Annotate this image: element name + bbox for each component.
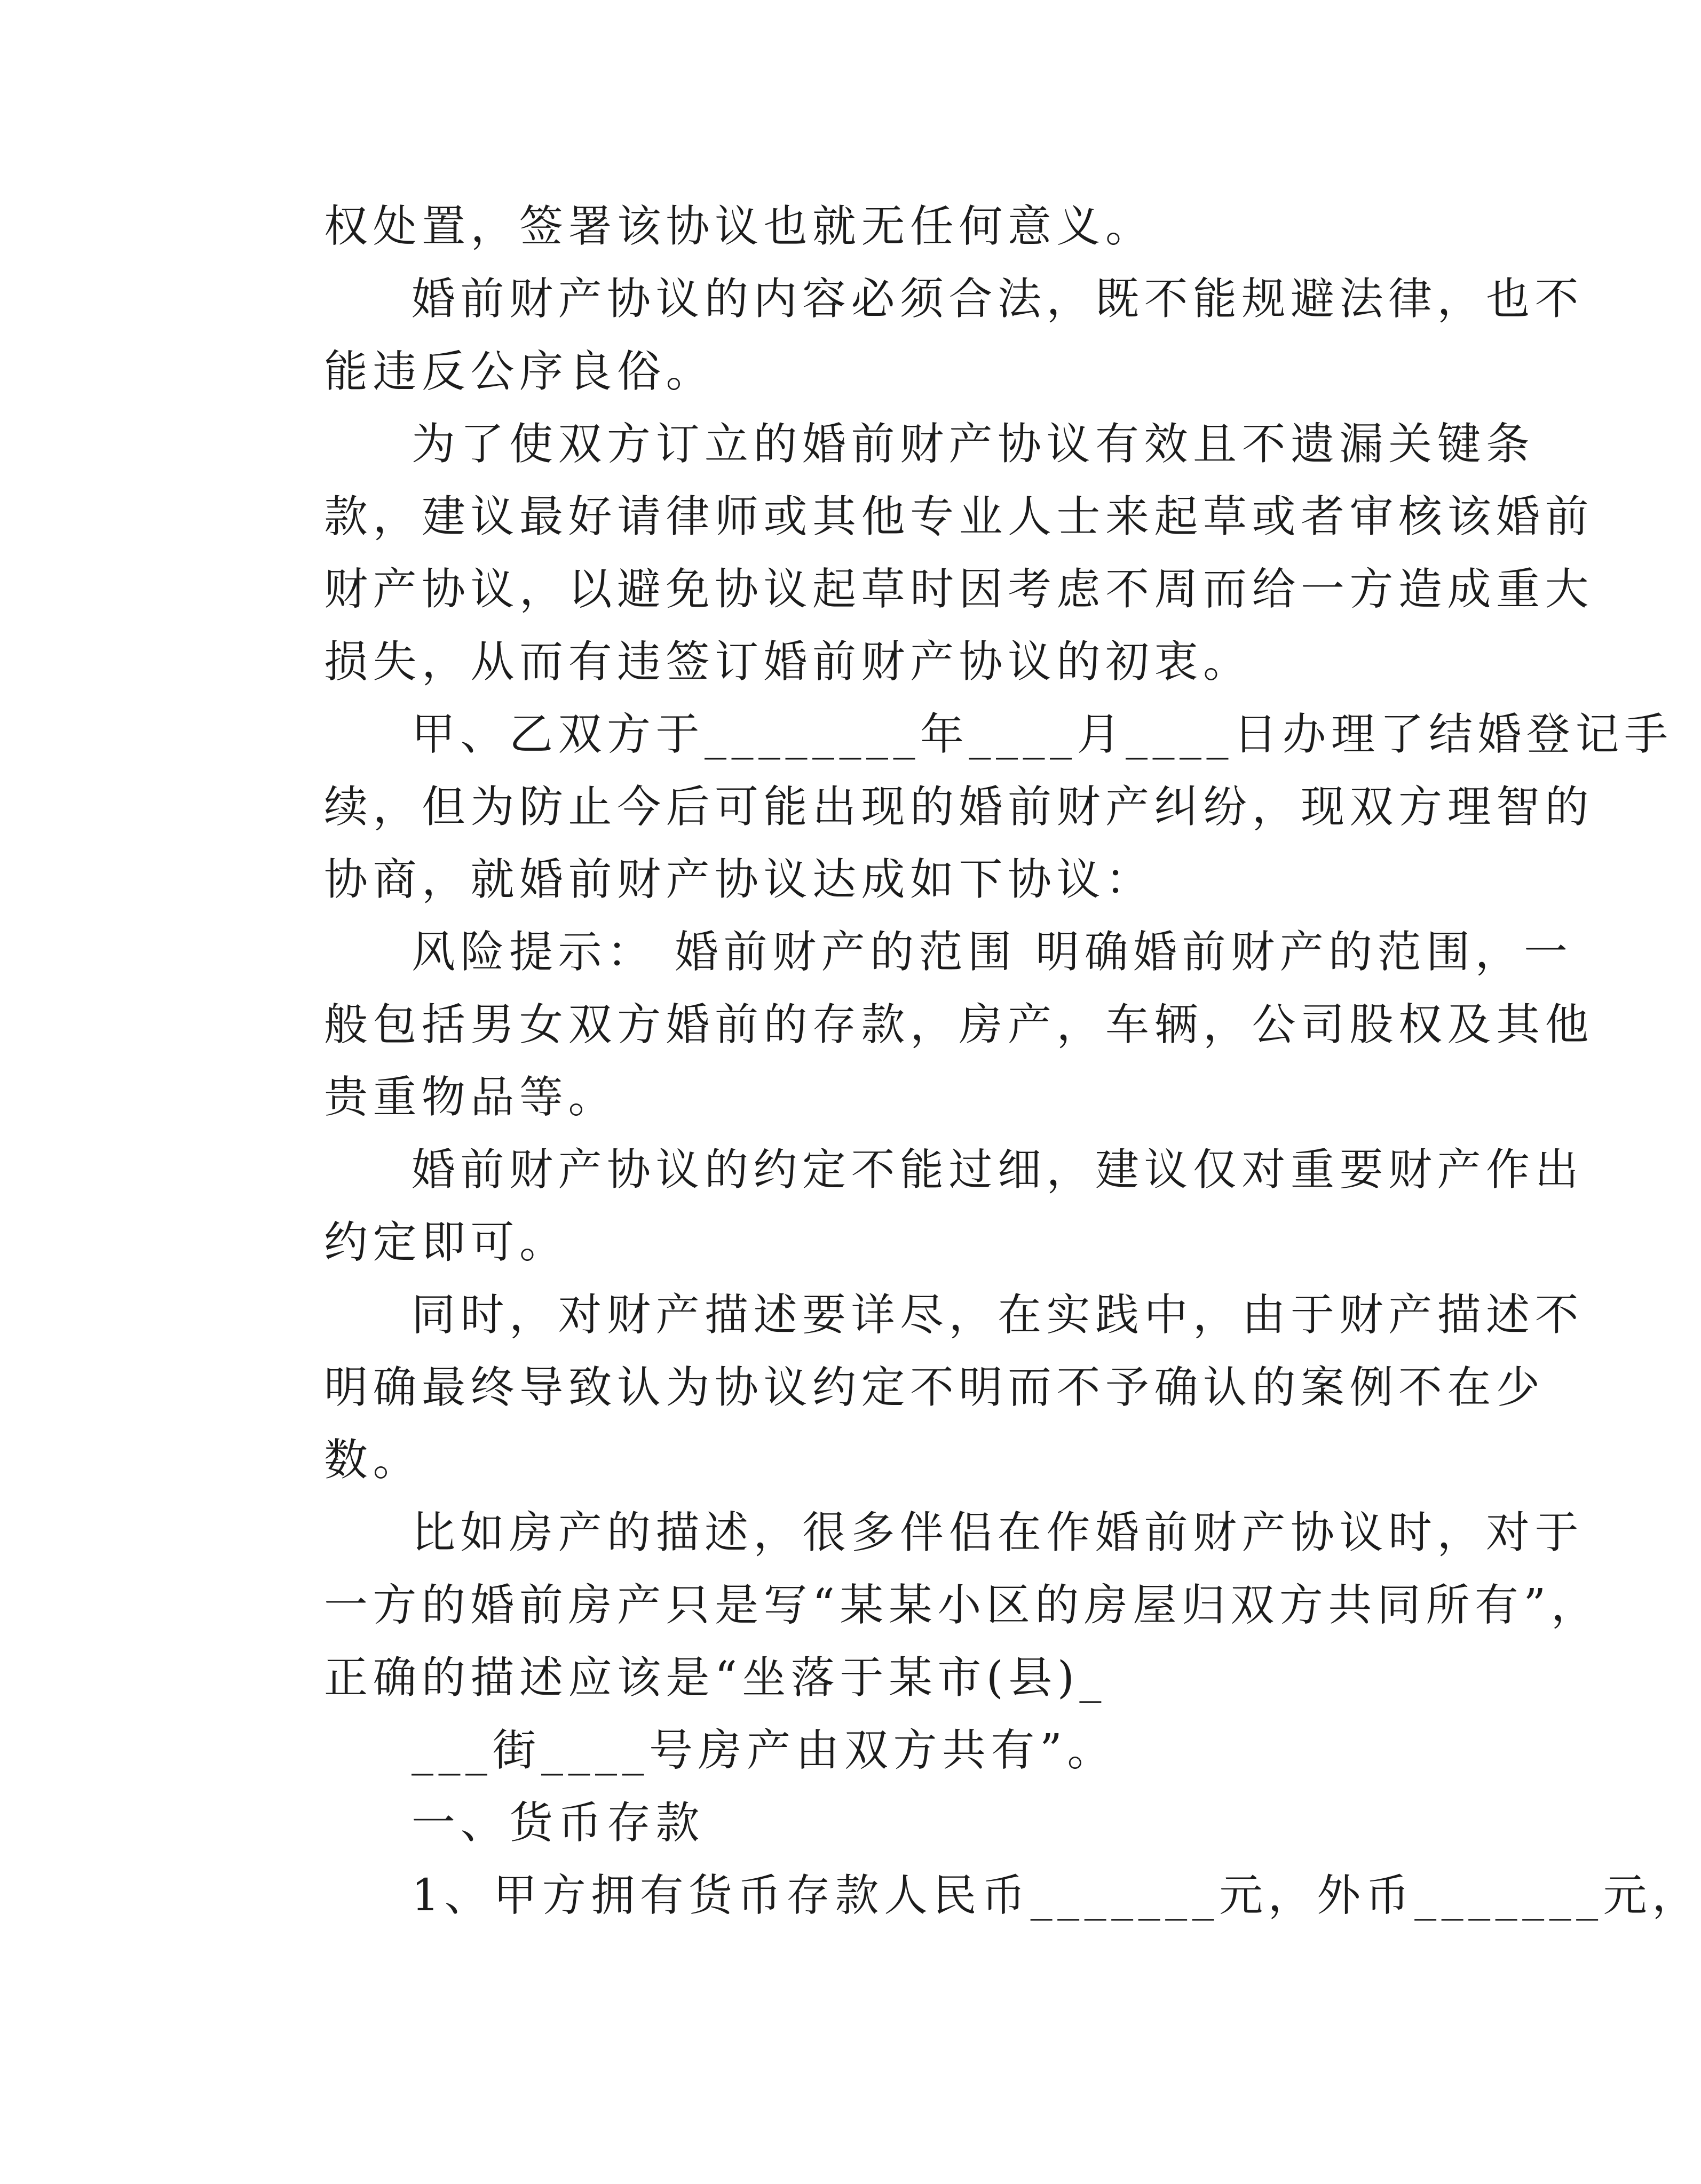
text-line: 1、甲方拥有货币存款人民币_______元，外币_______元，: [412, 1870, 1701, 1921]
paragraph: [236, 916, 1594, 1134]
text-line: 权处置，签署该协议也就无任何意义。: [324, 201, 1154, 252]
text-line: 明确最终导致认为协议约定不明而不予确认的案例不在少: [324, 1362, 1545, 1413]
text-line: 婚前财产协议的内容必须合法，既不能规避法律，也不: [412, 274, 1584, 324]
text-line: 约定即可。: [324, 1217, 568, 1268]
text-line: 一方的婚前房产只是写“某某小区的房屋归双方共同所有”，: [324, 1580, 1600, 1631]
section-heading: 一、货币存款: [412, 1798, 705, 1848]
text-line: 损失，从而有违签订婚前财产协议的初衷。: [324, 637, 1252, 687]
paragraph: [236, 1714, 1315, 1787]
text-line: 比如房产的描述，很多伴侣在作婚前财产协议时，对于: [412, 1507, 1584, 1558]
document-body: [236, 190, 1701, 1932]
text-line: 续，但为防止今后可能出现的婚前财产纠纷，现双方理智的: [324, 782, 1594, 832]
paragraph: [236, 1134, 1584, 1279]
paragraph: [236, 1279, 1584, 1497]
paragraph: [236, 408, 1594, 698]
text-line: 款，建议最好请律师或其他专业人士来起草或者审核该婚前: [324, 491, 1594, 542]
text-line: 婚前财产协议的约定不能过细，建议仅对重要财产作出: [412, 1145, 1584, 1195]
text-line: 正确的描述应该是“坐落于某市(县)_: [324, 1653, 1106, 1703]
text-line: 财产协议，以避免协议起草时因考虑不周而给一方造成重大: [324, 564, 1594, 615]
paragraph: [236, 263, 1584, 408]
text-line: 般包括男女双方婚前的存款，房产，车辆，公司股权及其他: [324, 999, 1594, 1050]
text-line: 数。: [324, 1435, 422, 1486]
text-line: 风险提示： 婚前财产的范围 明确婚前财产的范围，一: [412, 927, 1573, 978]
text-line: ___街____号房产由双方共有”。: [412, 1725, 1116, 1776]
paragraph: [236, 190, 1315, 263]
text-line: 为了使双方订立的婚前财产协议有效且不遗漏关键条: [412, 419, 1535, 470]
text-line: 贵重物品等。: [324, 1072, 618, 1123]
paragraph: [236, 698, 1673, 916]
text-line: 同时，对财产描述要详尽，在实践中，由于财产描述不: [412, 1290, 1584, 1340]
paragraph: [236, 1860, 1701, 1932]
paragraph: [236, 1787, 1315, 1860]
text-line: 能违反公序良俗。: [324, 346, 715, 397]
text-line: 甲、乙双方于________年____月____日办理了结婚登记手: [412, 709, 1673, 760]
paragraph: [236, 1497, 1600, 1714]
text-line: 协商，就婚前财产协议达成如下协议：: [324, 854, 1154, 905]
